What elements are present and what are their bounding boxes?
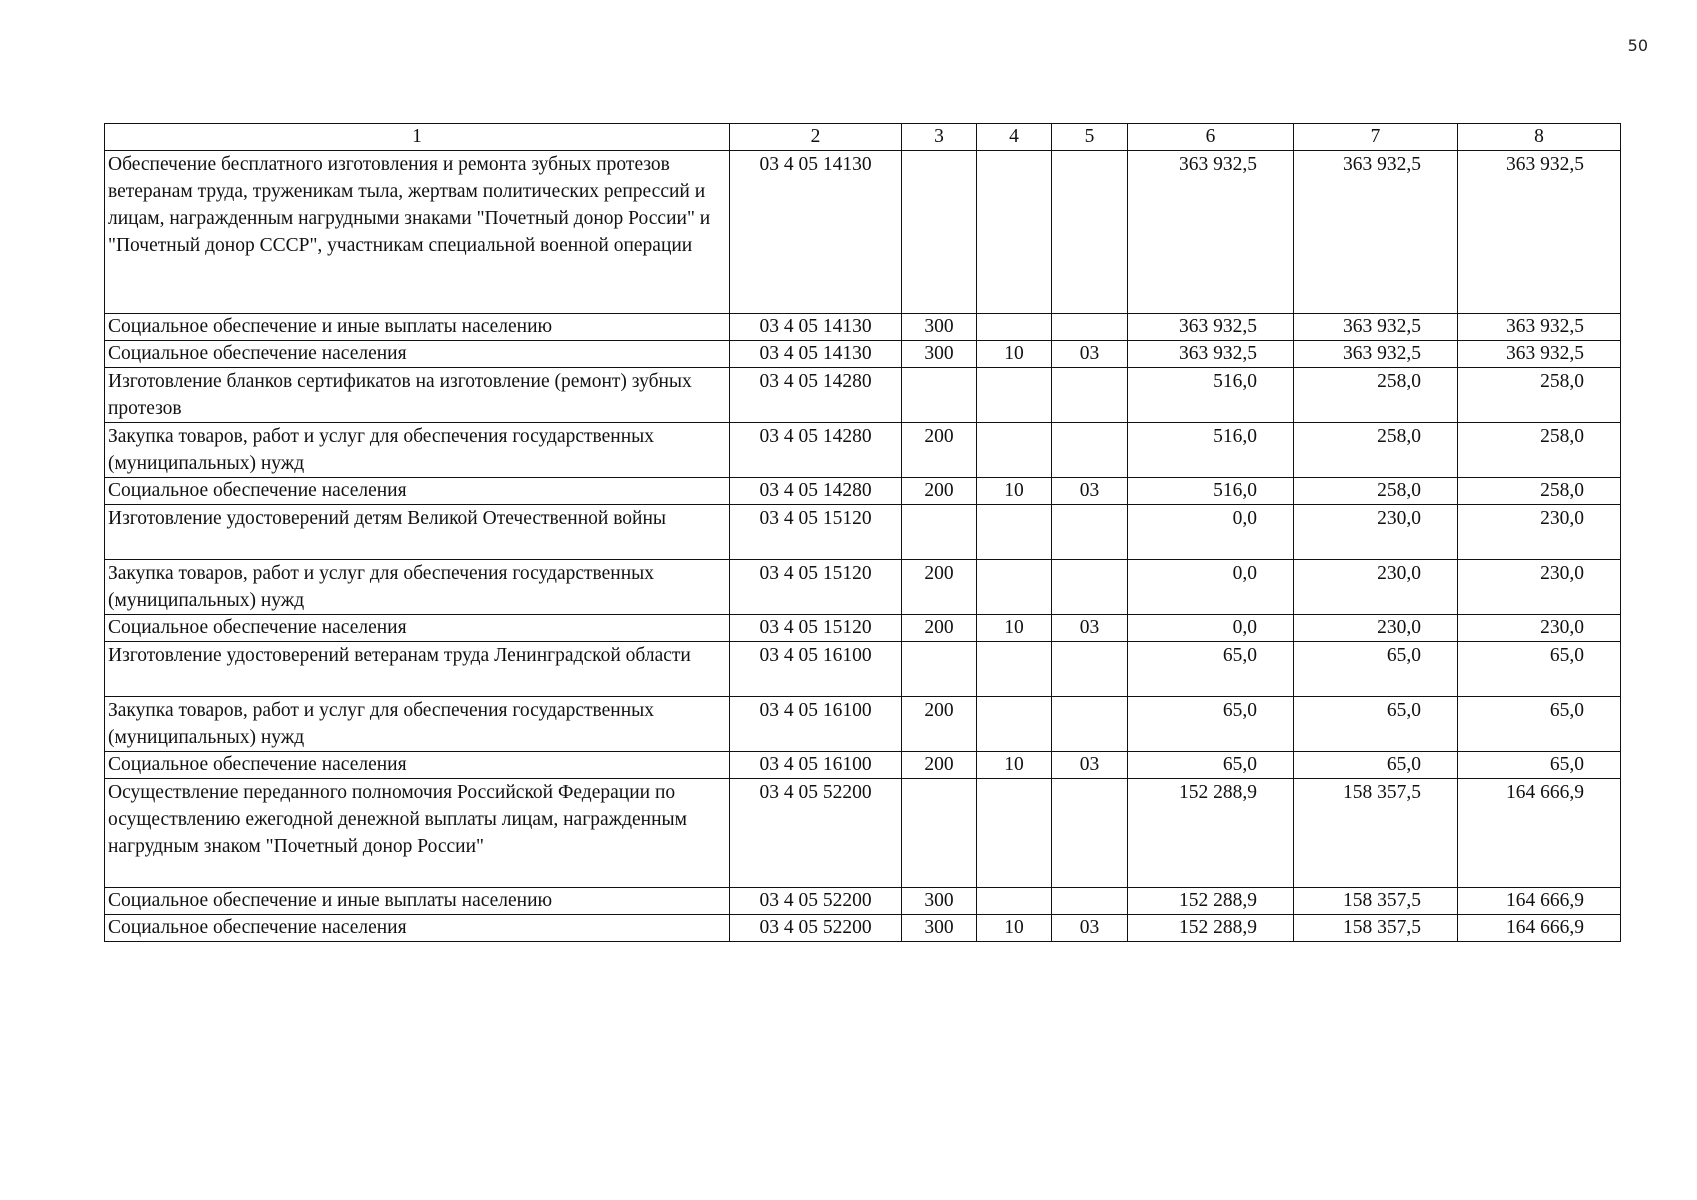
- row-col4: [977, 151, 1052, 314]
- row-col4: [977, 423, 1052, 478]
- row-value-6: 0,0: [1128, 505, 1294, 560]
- row-col3: [902, 779, 977, 888]
- row-col4: [977, 697, 1052, 752]
- table-row: [105, 560, 1621, 615]
- row-col3: 200: [902, 423, 977, 478]
- row-name: Осуществление переданного полномочия Российской Федерации по осуществлению ежегодной денежной выплаты лицам, награжденным нагрудным знаком "Почетный донор России": [105, 779, 730, 888]
- table-row: [105, 915, 1621, 942]
- row-value-8: 65,0: [1458, 642, 1621, 697]
- row-col5: [1052, 314, 1128, 341]
- table-row: [105, 615, 1621, 642]
- table-row: [105, 341, 1621, 368]
- row-col3: [902, 368, 977, 423]
- row-name: Социальное обеспечение населения: [105, 615, 730, 642]
- row-name: Изготовление удостоверений ветеранам труда Ленинградской области: [105, 642, 730, 697]
- row-col4: [977, 888, 1052, 915]
- row-value-8: 363 932,5: [1458, 341, 1621, 368]
- row-value-8: 258,0: [1458, 478, 1621, 505]
- row-target-code: 03 4 05 16100: [730, 752, 902, 779]
- header-cell: 3: [902, 124, 977, 151]
- row-target-code: 03 4 05 52200: [730, 915, 902, 942]
- row-name: Социальное обеспечение населения: [105, 478, 730, 505]
- header-cell: 8: [1458, 124, 1621, 151]
- row-value-6: 363 932,5: [1128, 341, 1294, 368]
- row-value-8: 363 932,5: [1458, 314, 1621, 341]
- row-col4: 10: [977, 915, 1052, 942]
- row-col5: [1052, 505, 1128, 560]
- row-name: Социальное обеспечение населения: [105, 915, 730, 942]
- row-value-7: 258,0: [1294, 478, 1458, 505]
- row-name: Изготовление удостоверений детям Великой Отечественной войны: [105, 505, 730, 560]
- table-row: [105, 642, 1621, 697]
- row-value-7: 230,0: [1294, 505, 1458, 560]
- row-col5: [1052, 151, 1128, 314]
- row-name: Закупка товаров, работ и услуг для обеспечения государственных (муниципальных) нужд: [105, 423, 730, 478]
- row-name: Социальное обеспечение населения: [105, 752, 730, 779]
- row-value-6: 516,0: [1128, 423, 1294, 478]
- row-value-7: 65,0: [1294, 752, 1458, 779]
- row-col3: 200: [902, 478, 977, 505]
- row-target-code: 03 4 05 15120: [730, 560, 902, 615]
- row-col5: 03: [1052, 341, 1128, 368]
- row-target-code: 03 4 05 16100: [730, 642, 902, 697]
- row-value-7: 258,0: [1294, 368, 1458, 423]
- row-value-7: 158 357,5: [1294, 779, 1458, 888]
- row-target-code: 03 4 05 15120: [730, 615, 902, 642]
- table-row: [105, 505, 1621, 560]
- table-row: [105, 478, 1621, 505]
- row-value-6: 516,0: [1128, 478, 1294, 505]
- row-name: Закупка товаров, работ и услуг для обеспечения государственных (муниципальных) нужд: [105, 697, 730, 752]
- row-col4: [977, 314, 1052, 341]
- row-value-7: 258,0: [1294, 423, 1458, 478]
- row-name: Социальное обеспечение и иные выплаты населению: [105, 314, 730, 341]
- budget-table: [104, 123, 1621, 942]
- row-value-6: 152 288,9: [1128, 888, 1294, 915]
- row-col4: [977, 560, 1052, 615]
- row-col3: 300: [902, 915, 977, 942]
- table-row: [105, 423, 1621, 478]
- row-target-code: 03 4 05 14130: [730, 151, 902, 314]
- row-target-code: 03 4 05 16100: [730, 697, 902, 752]
- header-cell: 6: [1128, 124, 1294, 151]
- row-value-8: 258,0: [1458, 368, 1621, 423]
- row-value-7: 65,0: [1294, 642, 1458, 697]
- row-value-6: 0,0: [1128, 560, 1294, 615]
- row-value-6: 152 288,9: [1128, 915, 1294, 942]
- header-cell: 1: [105, 124, 730, 151]
- row-col4: 10: [977, 752, 1052, 779]
- row-value-8: 258,0: [1458, 423, 1621, 478]
- row-col5: [1052, 423, 1128, 478]
- table-row: [105, 368, 1621, 423]
- row-value-8: 164 666,9: [1458, 888, 1621, 915]
- row-col3: 200: [902, 697, 977, 752]
- row-col3: 200: [902, 615, 977, 642]
- row-value-7: 230,0: [1294, 615, 1458, 642]
- row-target-code: 03 4 05 14280: [730, 368, 902, 423]
- row-name: Социальное обеспечение населения: [105, 341, 730, 368]
- row-col3: 300: [902, 314, 977, 341]
- row-name: Изготовление бланков сертификатов на изготовление (ремонт) зубных протезов: [105, 368, 730, 423]
- row-col3: 300: [902, 341, 977, 368]
- row-name: Социальное обеспечение и иные выплаты населению: [105, 888, 730, 915]
- table-row: [105, 888, 1621, 915]
- row-col3: [902, 642, 977, 697]
- row-value-8: 230,0: [1458, 615, 1621, 642]
- header-cell: 2: [730, 124, 902, 151]
- row-value-6: 65,0: [1128, 697, 1294, 752]
- row-value-6: 363 932,5: [1128, 151, 1294, 314]
- row-value-6: 363 932,5: [1128, 314, 1294, 341]
- row-col5: 03: [1052, 478, 1128, 505]
- row-col5: 03: [1052, 752, 1128, 779]
- row-col5: [1052, 642, 1128, 697]
- row-col5: 03: [1052, 615, 1128, 642]
- row-value-7: 230,0: [1294, 560, 1458, 615]
- row-col5: 03: [1052, 915, 1128, 942]
- row-value-7: 158 357,5: [1294, 888, 1458, 915]
- row-value-8: 164 666,9: [1458, 779, 1621, 888]
- header-cell: 4: [977, 124, 1052, 151]
- row-col4: [977, 779, 1052, 888]
- row-col5: [1052, 560, 1128, 615]
- row-col4: [977, 642, 1052, 697]
- row-value-6: 152 288,9: [1128, 779, 1294, 888]
- row-target-code: 03 4 05 14280: [730, 478, 902, 505]
- row-value-6: 516,0: [1128, 368, 1294, 423]
- row-col3: 300: [902, 888, 977, 915]
- row-col5: [1052, 779, 1128, 888]
- row-col3: 200: [902, 752, 977, 779]
- row-value-8: 230,0: [1458, 505, 1621, 560]
- row-value-8: 65,0: [1458, 697, 1621, 752]
- row-col4: 10: [977, 615, 1052, 642]
- row-value-6: 0,0: [1128, 615, 1294, 642]
- row-value-8: 164 666,9: [1458, 915, 1621, 942]
- row-value-7: 363 932,5: [1294, 341, 1458, 368]
- row-col4: 10: [977, 341, 1052, 368]
- row-col5: [1052, 888, 1128, 915]
- table-row: [105, 697, 1621, 752]
- row-col3: [902, 151, 977, 314]
- row-target-code: 03 4 05 14280: [730, 423, 902, 478]
- row-target-code: 03 4 05 52200: [730, 888, 902, 915]
- row-value-6: 65,0: [1128, 752, 1294, 779]
- header-cell: 5: [1052, 124, 1128, 151]
- row-target-code: 03 4 05 14130: [730, 341, 902, 368]
- row-value-7: 158 357,5: [1294, 915, 1458, 942]
- row-col3: 200: [902, 560, 977, 615]
- page-number: 50: [1627, 36, 1648, 55]
- row-target-code: 03 4 05 14130: [730, 314, 902, 341]
- row-target-code: 03 4 05 15120: [730, 505, 902, 560]
- table-row: [105, 314, 1621, 341]
- row-name: Обеспечение бесплатного изготовления и ремонта зубных протезов ветеранам труда, труженикам тыла, жертвам политических репрессий и лицам, награжденным нагрудными знаками "Почетный донор России" и "Почетный донор СССР", участникам специальной военной операции: [105, 151, 730, 314]
- row-value-7: 363 932,5: [1294, 151, 1458, 314]
- table-row: [105, 779, 1621, 888]
- row-col4: [977, 505, 1052, 560]
- row-value-7: 363 932,5: [1294, 314, 1458, 341]
- row-value-8: 230,0: [1458, 560, 1621, 615]
- table-header-row: [105, 124, 1621, 151]
- row-value-7: 65,0: [1294, 697, 1458, 752]
- row-name: Закупка товаров, работ и услуг для обеспечения государственных (муниципальных) нужд: [105, 560, 730, 615]
- row-value-8: 363 932,5: [1458, 151, 1621, 314]
- row-value-8: 65,0: [1458, 752, 1621, 779]
- row-col3: [902, 505, 977, 560]
- row-value-6: 65,0: [1128, 642, 1294, 697]
- table-row: [105, 752, 1621, 779]
- row-target-code: 03 4 05 52200: [730, 779, 902, 888]
- row-col5: [1052, 697, 1128, 752]
- table-row: [105, 151, 1621, 314]
- row-col4: 10: [977, 478, 1052, 505]
- row-col5: [1052, 368, 1128, 423]
- row-col4: [977, 368, 1052, 423]
- header-cell: 7: [1294, 124, 1458, 151]
